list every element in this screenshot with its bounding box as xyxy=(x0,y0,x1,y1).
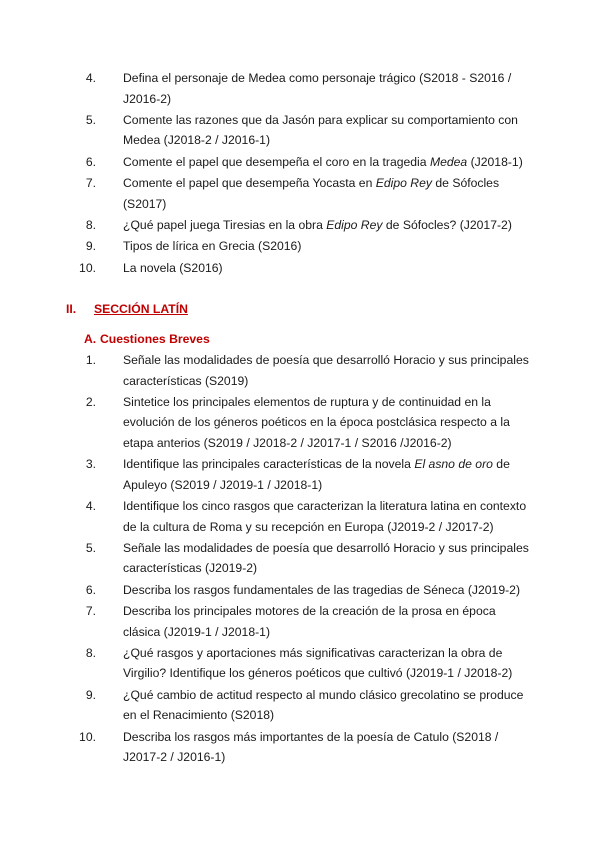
subsection-heading xyxy=(84,330,210,349)
list-item-text xyxy=(96,350,536,391)
section-number: II. xyxy=(66,302,77,316)
text-run: Tipos de lírica en Grecia (S2016) xyxy=(123,239,302,254)
list-item-number: 1. xyxy=(85,353,96,367)
list-item xyxy=(85,643,536,684)
list-item-number: 5. xyxy=(85,540,96,555)
text-run: de Apuleyo (S2019 / J2019-1 / J2018-1) xyxy=(123,457,510,492)
list-item-text xyxy=(96,110,536,151)
text-run: Sintetice los principales elementos de ruptura y de continuidad en la evolución de los géneros poéticos en la época postclásica respecto a la etapa anterios (S2019 / J2018-2 / J2017-1 / S2016 /J2016-2) xyxy=(123,394,510,450)
text-run: Identifique las principales características de la novela xyxy=(123,457,415,472)
list-item-text xyxy=(96,392,536,454)
text-run: Describa los rasgos fundamentales de las tragedias de Séneca (J2019-2) xyxy=(123,582,520,597)
list-item xyxy=(85,68,536,109)
text-run: Defina el personaje de Medea como personaje trágico (S2018 - S2016 / J2016-2) xyxy=(123,71,512,106)
section-title: SECCIÓN LATÍN xyxy=(94,302,188,316)
subsection-letter: A. xyxy=(84,332,97,346)
list-item-number: 8. xyxy=(85,645,96,660)
list-item-text xyxy=(96,580,536,601)
list-item-text xyxy=(96,454,536,495)
list-item xyxy=(85,152,536,173)
list-item-number: 9. xyxy=(85,687,96,702)
work-title: El asno de oro xyxy=(414,457,493,472)
list-item-text xyxy=(96,152,536,173)
list-item-number: 3. xyxy=(85,457,96,472)
list-item xyxy=(85,685,536,726)
list-item xyxy=(85,601,536,642)
work-title: Medea xyxy=(429,154,468,169)
list-item-text xyxy=(96,685,536,726)
text-run: Señale las modalidades de poesía que desarrolló Horacio y sus principales características (S2019) xyxy=(123,353,529,388)
list-item xyxy=(85,350,536,391)
list-item-text xyxy=(96,68,536,109)
list-item-number: 9. xyxy=(85,239,96,254)
list-item-number: 5. xyxy=(85,112,96,127)
list-item-number: 10. xyxy=(79,260,96,275)
greek-questions-list xyxy=(79,68,536,279)
list-item xyxy=(85,580,536,601)
text-run: (J2018-1) xyxy=(467,154,523,169)
list-item-text xyxy=(96,538,536,579)
list-item xyxy=(85,538,536,579)
text-run: ¿Qué papel juega Tiresias en la obra xyxy=(123,218,327,233)
text-run: Comente el papel que desempeña Yocasta en xyxy=(123,176,376,191)
work-title: Edipo Rey xyxy=(375,176,432,191)
list-item-number: 8. xyxy=(85,218,96,233)
list-item-number: 7. xyxy=(85,604,96,619)
list-item-text xyxy=(96,601,536,642)
text-run: Describa los principales motores de la creación de la prosa en época clásica (J2019-1 / J2018-1) xyxy=(123,604,496,639)
text-run: ¿Qué rasgos y aportaciones más significativas caracterizan la obra de Virgilio? Identifique los géneros poéticos que cultivó (J2019-1 / J2018-2) xyxy=(123,645,513,681)
list-item xyxy=(79,258,536,279)
subsection-title: Cuestiones Breves xyxy=(100,332,210,346)
list-item-text xyxy=(96,215,536,236)
text-run: ¿Qué cambio de actitud respecto al mundo clásico grecolatino se produce en el Renacimiento (S2018) xyxy=(123,687,524,723)
list-item-number: 7. xyxy=(85,176,96,191)
list-item-text xyxy=(96,258,536,279)
list-item-text xyxy=(96,236,536,257)
list-item-number: 2. xyxy=(85,394,96,409)
section-heading xyxy=(66,300,188,319)
list-item-text xyxy=(96,727,536,768)
list-item-number: 4. xyxy=(85,499,96,514)
text-run: Comente las razones que da Jasón para explicar su comportamiento con Medea (J2018-2 / J2016-1) xyxy=(123,112,518,148)
list-item xyxy=(85,215,536,236)
work-title: Edipo Rey xyxy=(326,218,383,233)
list-item xyxy=(79,727,536,768)
list-item-number: 6. xyxy=(85,154,96,169)
list-item-number: 4. xyxy=(85,71,96,85)
text-run: Señale las modalidades de poesía que desarrolló Horacio y sus principales características (J2019-2) xyxy=(123,540,529,576)
text-run: de Sófocles (S2017) xyxy=(123,176,500,211)
list-item-number: 10. xyxy=(79,729,96,744)
list-item-number: 6. xyxy=(85,582,96,597)
list-item xyxy=(85,236,536,257)
list-item xyxy=(85,454,536,495)
list-item xyxy=(85,173,536,214)
list-item xyxy=(85,496,536,537)
latin-questions-list xyxy=(79,350,536,768)
text-run: de Sófocles? (J2017-2) xyxy=(382,218,512,233)
text-run: Comente el papel que desempeña el coro en la tragedia xyxy=(123,154,430,169)
list-item-text xyxy=(96,173,536,214)
list-item xyxy=(85,392,536,454)
text-run: Describa los rasgos más importantes de la poesía de Catulo (S2018 / J2017-2 / J2016-1) xyxy=(123,729,499,765)
list-item-text xyxy=(96,496,536,537)
list-item-text xyxy=(96,643,536,684)
list-item xyxy=(85,110,536,151)
text-run: Identifique los cinco rasgos que caracterizan la literatura latina en contexto de la cultura de Roma y su recepción en Europa (J2019-2 / J2017-2) xyxy=(123,499,527,534)
text-run: La novela (S2016) xyxy=(123,260,223,275)
